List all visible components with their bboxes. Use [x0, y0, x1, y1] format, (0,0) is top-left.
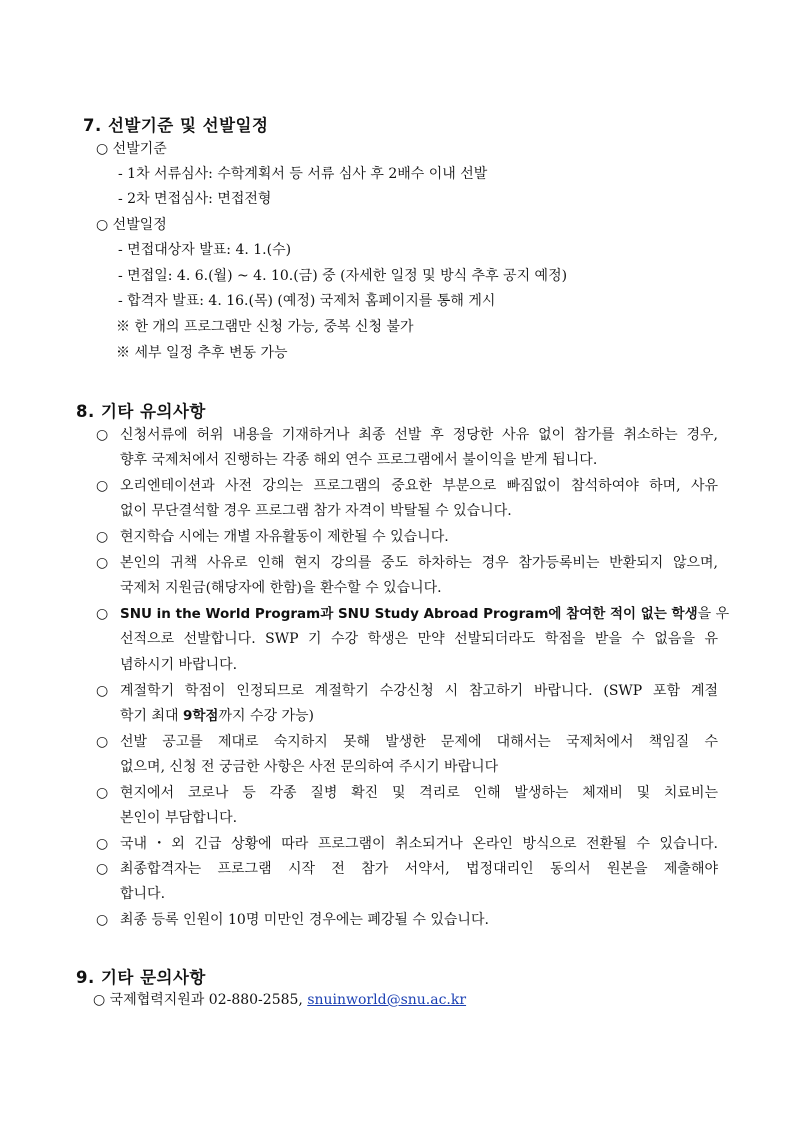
note-item-7-line-2: 없으며, 신청 전 궁금한 사항은 사전 문의하여 주시기 바랍니다 — [120, 759, 499, 775]
note-item-10-line-2: 합니다. — [120, 886, 166, 902]
contact-text: ○ 국제협력지원과 02-880-2585, — [93, 992, 308, 1008]
priority-rest: 을 우 — [697, 606, 730, 622]
note-item-4-line-1: 본인의 귀책 사유로 인해 현지 강의를 중도 하차하는 경우 참가등록비는 반환되지 않으며, — [120, 555, 718, 571]
schedule-item-2: - 면접일: 4. 6.(월) ~ 4. 10.(금) 중 (자세한 일정 및 방식 추후 공지 예정) — [118, 268, 568, 284]
priority-emphasis: SNU in the World Program과 SNU Study Abroad Program에 참여한 적이 없는 학생 — [120, 606, 698, 622]
bullet-circle: ○ — [96, 478, 109, 494]
note-item-7-line-1: 선발 공고를 제대로 숙지하지 못해 발생한 문제에 대해서는 국제처에서 책임질 수 — [120, 734, 718, 750]
section-8-title: 8. 기타 유의사항 — [76, 402, 206, 421]
note-item-6-line-1: 계절학기 학점이 인정되므로 계절학기 수강신청 시 참고하기 바랍니다. (SWP 포함 계절 — [120, 683, 718, 699]
criteria-item-2: - 2차 면접심사: 면접전형 — [118, 191, 272, 207]
note-item-1-line-2: 향후 국제처에서 진행하는 각종 해외 연수 프로그램에서 불이익을 받게 됩니다. — [120, 452, 598, 468]
schedule-item-3: - 합격자 발표: 4. 16.(목) (예정) 국제처 홈페이지를 통해 게시 — [118, 293, 496, 309]
note-item-9-line-1: 국내・외 긴급 상황에 따라 프로그램이 취소되거나 온라인 방식으로 전환될 수 있습니다. — [120, 836, 718, 852]
note-item-8-line-1: 현지에서 코로나 등 각종 질병 확진 및 격리로 인해 발생하는 체재비 및 치료비는 — [120, 785, 718, 801]
note-item-8-line-2: 본인이 부담합니다. — [120, 810, 238, 826]
note-item-4-line-2: 국제처 지원금(해당자에 한함)을 환수할 수 있습니다. — [120, 580, 442, 596]
note-2: ※ 세부 일정 추후 변동 가능 — [116, 345, 288, 361]
note-item-10-line-1: 최종합격자는 프로그램 시작 전 참가 서약서, 법정대리인 동의서 원본을 제출해야 — [120, 861, 718, 877]
note-item-5-line-3: 념하시기 바랍니다. — [120, 657, 238, 673]
credit-emphasis: 9학점 — [183, 708, 219, 724]
bullet-circle: ○ — [96, 734, 109, 750]
criteria-heading: ○ 선발기준 — [96, 141, 167, 157]
bullet-circle: ○ — [96, 555, 109, 571]
bullet-circle: ○ — [96, 912, 109, 928]
note-item-3-line-1: 현지학습 시에는 개별 자유활동이 제한될 수 있습니다. — [120, 529, 449, 545]
contact-line — [93, 991, 466, 1009]
note-1: ※ 한 개의 프로그램만 신청 가능, 중복 신청 불가 — [116, 319, 414, 335]
schedule-item-1: - 면접대상자 발표: 4. 1.(수) — [118, 242, 292, 258]
credit-text-pre: 학기 최대 — [120, 708, 183, 724]
note-item-1-line-1: 신청서류에 허위 내용을 기재하거나 최종 선발 후 정당한 사유 없이 참가를 취소하는 경우, — [120, 427, 718, 443]
bullet-circle: ○ — [96, 861, 109, 877]
section-7-title: 7. 선발기준 및 선발일정 — [83, 116, 269, 135]
section-9-title: 9. 기타 문의사항 — [76, 968, 206, 987]
note-item-6-line-2 — [120, 707, 314, 725]
schedule-heading: ○ 선발일정 — [96, 217, 167, 233]
note-item-2-line-1: 오리엔테이션과 사전 강의는 프로그램의 중요한 부분으로 빠짐없이 참석하여야 하며, 사유 — [120, 478, 718, 494]
bullet-circle: ○ — [96, 836, 109, 852]
bullet-circle: ○ — [96, 606, 109, 622]
bullet-circle: ○ — [96, 427, 109, 443]
note-item-5-line-2: 선적으로 선발합니다. SWP 기 수강 학생은 만약 선발되더라도 학점을 받을 수 없음을 유 — [120, 631, 718, 647]
bullet-circle: ○ — [96, 683, 109, 699]
note-item-5-line-1 — [120, 605, 730, 623]
credit-text-post: 까지 수강 가능) — [218, 708, 314, 724]
note-item-2-line-2: 없이 무단결석할 경우 프로그램 참가 자격이 박탈될 수 있습니다. — [120, 503, 512, 519]
bullet-circle: ○ — [96, 529, 109, 545]
criteria-item-1: - 1차 서류심사: 수학계획서 등 서류 심사 후 2배수 이내 선발 — [118, 166, 488, 182]
bullet-circle: ○ — [96, 785, 109, 801]
note-item-11-line-1: 최종 등록 인원이 10명 미만인 경우에는 폐강될 수 있습니다. — [120, 912, 489, 928]
email-link[interactable]: snuinworld@snu.ac.kr — [307, 992, 467, 1008]
